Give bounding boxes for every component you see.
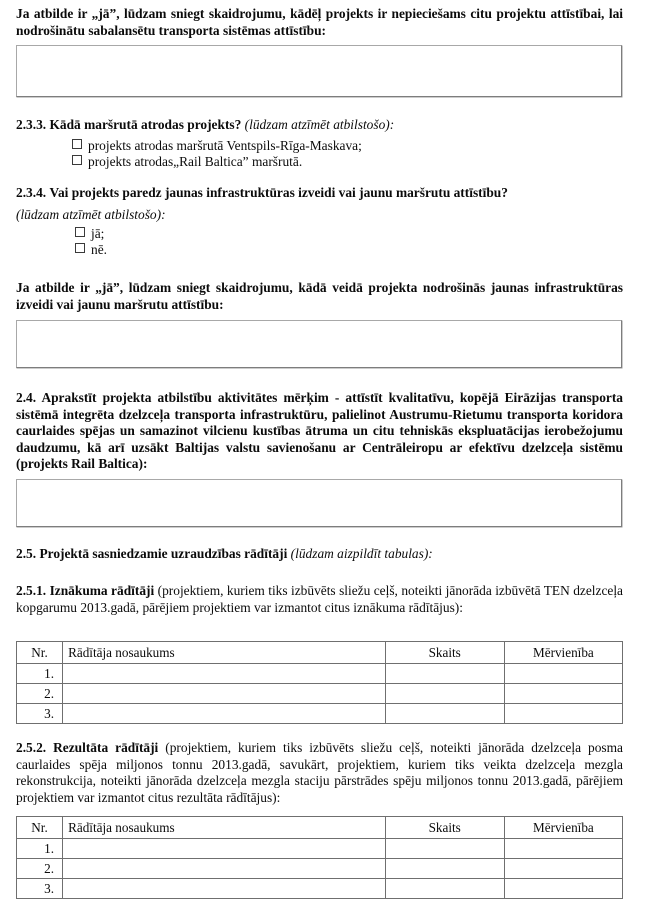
table-row bbox=[17, 839, 623, 859]
q24-text: Aprakstīt projekta atbilstību aktivitātes mērķim - attīstīt kvalitatīvu, kopējā Eirāzijas transporta sistēmā integrēta dzelzceļa transporta infrastruktūru, palielinot Austrumu-Rietumu transporta koridora caurlaides spējas un samazinot vilcienu kustības ātruma un citu tehniskās ekspluatācijas ierobežojumu daudzumu, kā arī uzsākt Baltijas valstu savienošanu ar Centrāleiropu ar efektīvu dzelzceļa sistēmu (projekts Rail Baltica): bbox=[16, 390, 624, 472]
q233-option-1[interactable] bbox=[72, 138, 362, 154]
q233-option-2[interactable] bbox=[72, 154, 302, 170]
checkbox-icon[interactable] bbox=[75, 243, 85, 253]
result-indicators-table bbox=[16, 816, 623, 899]
cell-count[interactable] bbox=[385, 839, 504, 859]
q233-followup-answer-text[interactable] bbox=[17, 46, 621, 96]
cell-name[interactable] bbox=[63, 859, 386, 879]
cell-name[interactable] bbox=[63, 879, 386, 899]
q234-followup-intro-text: Ja atbilde ir „jā”, lūdzam sniegt skaidrojumu, kādā veidā projekta nodrošinās jaunas infrastruktūras izveidi vai jaunu maršrutu attīstību: bbox=[16, 280, 623, 312]
checkbox-icon[interactable] bbox=[72, 155, 82, 165]
q24-answer-text[interactable] bbox=[17, 480, 621, 526]
cell-count[interactable] bbox=[385, 704, 504, 724]
q252-title: Rezultāta rādītāji bbox=[53, 740, 159, 755]
column-header-nr: Nr. bbox=[17, 642, 63, 664]
q251-title: Iznākuma rādītāji bbox=[49, 583, 155, 598]
q234-followup-answer-box[interactable] bbox=[16, 320, 622, 368]
q252-number: 2.5.2. bbox=[16, 740, 47, 755]
checkbox-icon[interactable] bbox=[72, 139, 82, 149]
cell-name[interactable] bbox=[63, 664, 386, 684]
table-header-row bbox=[17, 817, 623, 839]
cell-nr: 3. bbox=[17, 704, 63, 724]
q233-followup-intro-text: Ja atbilde ir „jā”, lūdzam sniegt skaidrojumu, kādēļ projekts ir nepieciešams citu projektu attīstībai, lai nodrošinātu sabalansētu transporta sistēmas attīstību: bbox=[16, 6, 623, 38]
q234-option-yes-label: jā; bbox=[91, 226, 105, 241]
column-header-count: Skaits bbox=[385, 817, 504, 839]
q233-followup-answer-box[interactable] bbox=[16, 45, 622, 97]
q251-number: 2.5.1. bbox=[16, 583, 47, 598]
q233-instruction: (lūdzam atzīmēt atbilstošo): bbox=[244, 117, 395, 132]
cell-name[interactable] bbox=[63, 839, 386, 859]
q234-number: 2.3.4. bbox=[16, 185, 47, 200]
q234-option-yes[interactable] bbox=[75, 226, 104, 242]
q233-option-2-label: projekts atrodas„Rail Baltica” maršrutā. bbox=[88, 154, 303, 169]
q234-heading bbox=[16, 185, 623, 202]
q252-description: (projektiem, kuriem tiks izbūvēts sliežu ceļš, noteikti jānorāda dzelzceļa posma caurlaides spēja miljonos tonnu 2013.gadā, savukārt, projektiem, kuriem tiks veikta dzelzceļa mezgla rekonstrukcija, noteikti jānorāda dzelzceļa mezgla staciju pārstrādes spēju miljonos tonnu 2013.gadā, pārējiem projektiem var izmantot citus rezultāta rādītājus): bbox=[16, 740, 623, 805]
q251-heading bbox=[16, 583, 623, 616]
cell-count[interactable] bbox=[385, 664, 504, 684]
q24-answer-box[interactable] bbox=[16, 479, 622, 527]
cell-nr: 2. bbox=[17, 859, 63, 879]
q234-followup-intro bbox=[16, 280, 623, 313]
q234-option-no[interactable] bbox=[75, 242, 107, 258]
cell-unit[interactable] bbox=[504, 859, 622, 879]
cell-name[interactable] bbox=[63, 684, 386, 704]
column-header-count: Skaits bbox=[385, 642, 504, 664]
output-indicators-table bbox=[16, 641, 623, 724]
cell-count[interactable] bbox=[385, 859, 504, 879]
q252-heading bbox=[16, 740, 623, 806]
q251-description: (projektiem, kuriem tiks izbūvēts sliežu ceļš, noteikti jānorāda izbūvētā TEN dzelzceļa kopgarumu 2013.gadā, pārējiem projektiem var izmantot citus iznākuma rādītājus): bbox=[16, 583, 623, 615]
column-header-name: Rādītāja nosaukums bbox=[63, 817, 386, 839]
cell-nr: 1. bbox=[17, 664, 63, 684]
q234-instruction-line bbox=[16, 207, 623, 224]
table-row bbox=[17, 664, 623, 684]
cell-unit[interactable] bbox=[504, 879, 622, 899]
q25-number: 2.5. bbox=[16, 546, 37, 561]
cell-unit[interactable] bbox=[504, 704, 622, 724]
q234-option-no-label: nē. bbox=[91, 242, 107, 257]
cell-nr: 2. bbox=[17, 684, 63, 704]
cell-nr: 1. bbox=[17, 839, 63, 859]
q234-title: Vai projekts paredz jaunas infrastruktūras izveidi vai jaunu maršrutu attīstību? bbox=[49, 185, 508, 200]
column-header-unit: Mērvienība bbox=[504, 817, 622, 839]
q233-title: Kādā maršrutā atrodas projekts? bbox=[49, 117, 242, 132]
cell-unit[interactable] bbox=[504, 684, 622, 704]
cell-name[interactable] bbox=[63, 704, 386, 724]
q234-instruction: (lūdzam atzīmēt atbilstošo): bbox=[16, 207, 166, 222]
column-header-nr: Nr. bbox=[17, 817, 63, 839]
table-row bbox=[17, 704, 623, 724]
cell-count[interactable] bbox=[385, 879, 504, 899]
q233-option-1-label: projekts atrodas maršrutā Ventspils-Rīga-Maskava; bbox=[88, 138, 362, 153]
q25-instruction: (lūdzam aizpildīt tabulas): bbox=[290, 546, 433, 561]
q24-paragraph bbox=[16, 390, 623, 473]
table-row bbox=[17, 684, 623, 704]
table-row bbox=[17, 859, 623, 879]
q233-heading bbox=[16, 117, 623, 134]
cell-unit[interactable] bbox=[504, 839, 622, 859]
table-header-row bbox=[17, 642, 623, 664]
q233-followup-intro bbox=[16, 6, 623, 39]
q24-number: 2.4. bbox=[16, 390, 37, 405]
cell-nr: 3. bbox=[17, 879, 63, 899]
table-row bbox=[17, 879, 623, 899]
q233-number: 2.3.3. bbox=[16, 117, 47, 132]
column-header-unit: Mērvienība bbox=[504, 642, 622, 664]
cell-count[interactable] bbox=[385, 684, 504, 704]
q234-followup-answer-text[interactable] bbox=[17, 321, 621, 367]
q25-heading bbox=[16, 546, 623, 563]
column-header-name: Rādītāja nosaukums bbox=[63, 642, 386, 664]
checkbox-icon[interactable] bbox=[75, 227, 85, 237]
cell-unit[interactable] bbox=[504, 664, 622, 684]
q25-title: Projektā sasniedzamie uzraudzības rādītāji bbox=[39, 546, 288, 561]
